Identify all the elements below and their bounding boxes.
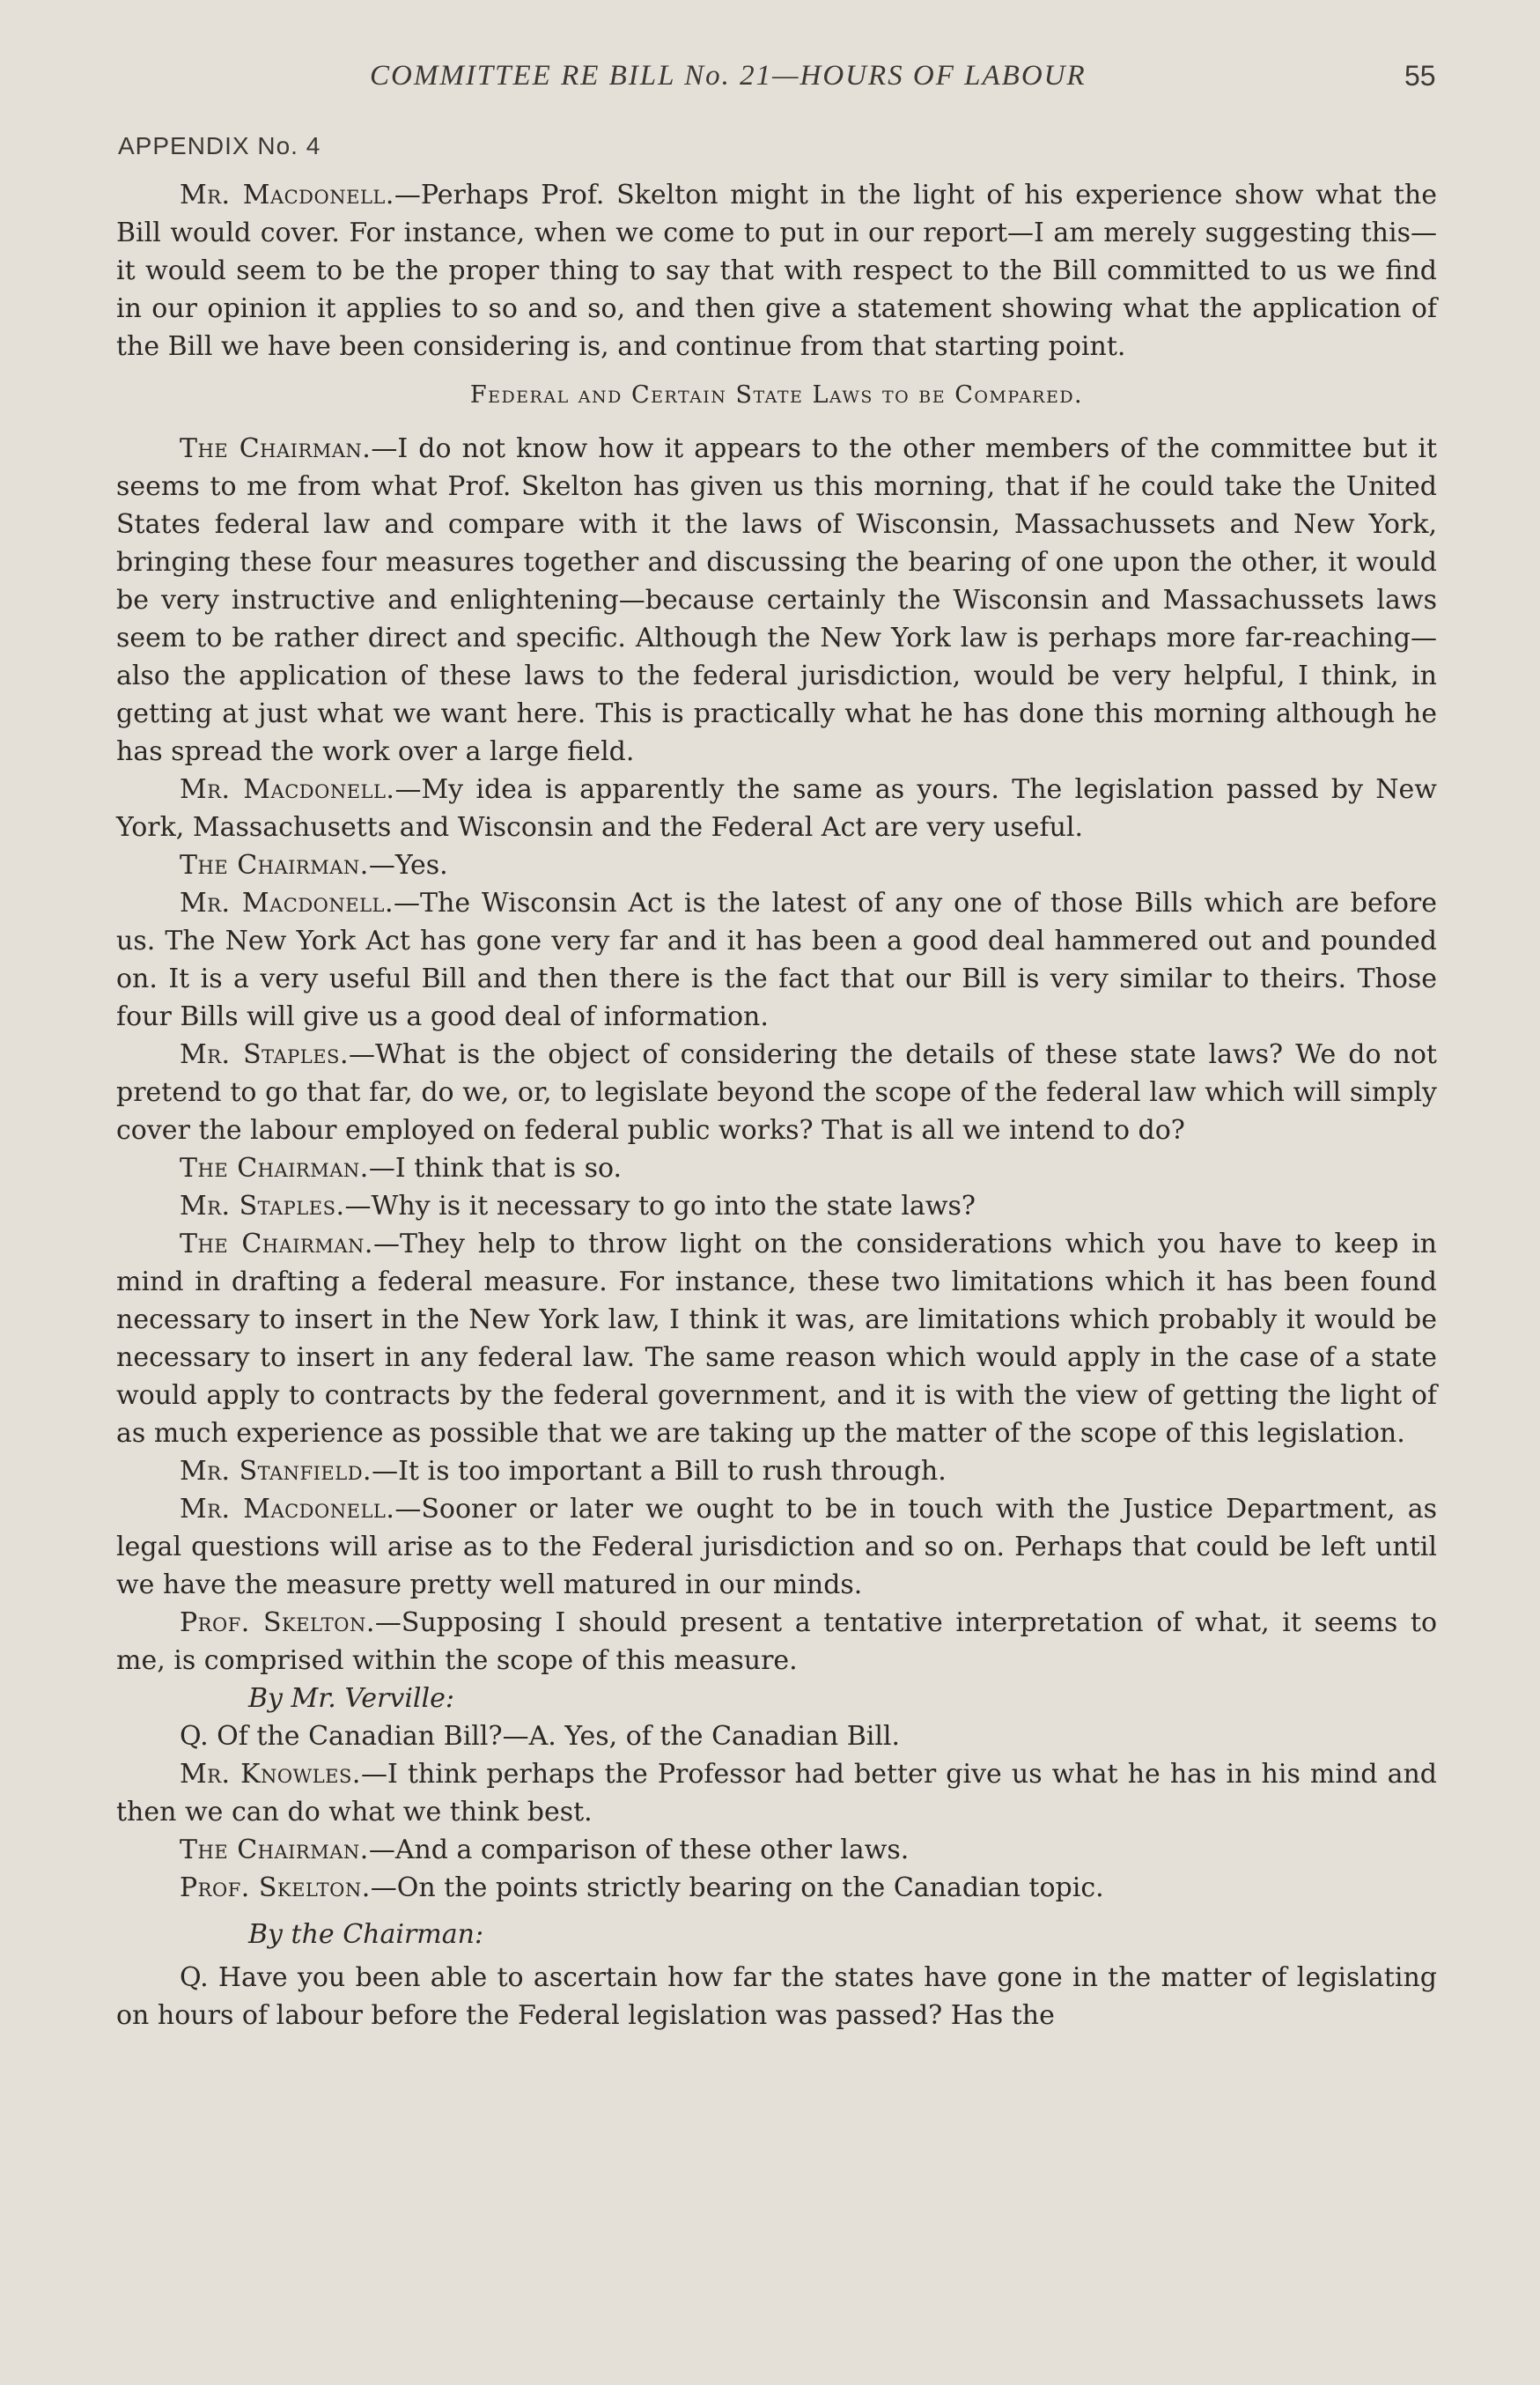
section-heading: Federal and Certain State Laws to be Compared. xyxy=(469,381,1084,409)
paragraph-text: —I think that is so. xyxy=(368,1153,623,1184)
examiner-line: By the Chairman: xyxy=(248,1919,484,1950)
paragraph-text: —I think perhaps the Professor had better give us what he has in his mind and then we can do what we think best. xyxy=(116,1759,1437,1828)
paragraph-text: —They help to throw light on the considerations which you have to keep in mind in drafting a federal measure. For instance, these two limitations which it has been found necessary to insert in the New York law, I think it was, are limitations which probably it would be necessary to insert in any federal law. The same reason which would apply in the case of a state would apply to contracts by the federal government, and it is with the view of getting the light of as much experience as possible that we are taking up the matter of the scope of this legislation. xyxy=(116,1229,1437,1449)
speaker: Prof. Skelton. xyxy=(180,1607,375,1638)
document-body xyxy=(116,176,1437,2034)
paragraph xyxy=(116,1225,1437,1452)
paragraph xyxy=(116,1831,1437,1869)
paragraph xyxy=(116,1490,1437,1604)
page-number: 55 xyxy=(1404,60,1436,92)
examiner-line: By Mr. Verville: xyxy=(248,1683,454,1714)
paragraph-text: —I do not know how it appears to the other members of the committee but it seems to me from what Prof. Skelton has given us this morning, that if he could take the United States federal law and compare with it the laws of Wisconsin, Massachussets and New York, bringing these four measures together and discussing the bearing of one upon the other, it would be very instructive and enlightening—because certainly the Wisconsin and Massachussets laws seem to be rather direct and specific. Although the New York law is perhaps more far-reaching—also the application of these laws to the federal jurisdiction, would be very helpful, I think, in getting at just what we want here. This is practically what he has done this morning although he has spread the work over a large field. xyxy=(116,433,1438,767)
paragraph-text: —Why is it necessary to go into the state laws? xyxy=(344,1191,976,1222)
paragraph xyxy=(116,1717,1437,1755)
paragraph xyxy=(116,1452,1437,1490)
appendix-label: APPENDIX No. 4 xyxy=(118,132,321,159)
paragraph xyxy=(116,846,1437,884)
paragraph xyxy=(116,1869,1437,1907)
paragraph-text: —The Wisconsin Act is the latest of any one of those Bills which are before us. The New York Act has gone very far and it has been a good deal hammered out and pounded on. It is a very useful Bill and then there is the fact that our Bill is very similar to theirs. Those four Bills will give us a good deal of information. xyxy=(116,888,1437,1032)
speaker: Mr. Staples. xyxy=(180,1039,349,1070)
paragraph-text: —On the points strictly bearing on the Canadian topic. xyxy=(370,1872,1104,1903)
speaker: The Chairman. xyxy=(180,1229,373,1259)
paragraph-text: —What is the object of considering the details of these state laws? We do not pretend to go that far, do we, or, to legislate beyond the scope of the federal law which will simply cover the labour employed on federal public works? That is all we intend to do? xyxy=(116,1039,1437,1146)
speaker: Mr. Staples. xyxy=(180,1191,345,1222)
running-title: COMMITTEE RE BILL No. 21—HOURS OF LABOUR xyxy=(370,60,1087,92)
paragraph xyxy=(116,1036,1437,1149)
paragraph xyxy=(116,176,1437,366)
paragraph xyxy=(116,1604,1437,1680)
paragraph-text: —It is too important a Bill to rush through. xyxy=(372,1456,947,1487)
paragraph xyxy=(116,1755,1437,1831)
paragraph-text: —And a comparison of these other laws. xyxy=(368,1835,910,1865)
speaker: Mr. Macdonell. xyxy=(180,774,395,805)
speaker: Mr. Knowles. xyxy=(180,1759,361,1790)
speaker: The Chairman. xyxy=(180,1835,369,1865)
speaker: Mr. Stanfield. xyxy=(180,1456,372,1487)
paragraph xyxy=(116,430,1437,771)
speaker: Mr. Macdonell. xyxy=(180,1494,395,1525)
paragraph xyxy=(116,1187,1437,1225)
paragraph xyxy=(116,1149,1437,1187)
paragraph xyxy=(116,771,1437,846)
page-header xyxy=(0,60,1540,104)
paragraph-text: —Sooner or later we ought to be in touch with the Justice Department, as legal questions will arise as to the Federal jurisdiction and so on. Perhaps that could be left until we have the measure pretty well matured in our minds. xyxy=(116,1494,1437,1600)
paragraph-text: —Perhaps Prof. Skelton might in the light of his experience show what the Bill would cover. For instance, when we come to put in our report—I am merely suggesting this—it would seem to be the proper thing to say that with respect to the Bill committed to us we find in our opinion it applies to so and so, and then give a statement showing what the application of the Bill we have been considering is, and continue from that starting point. xyxy=(116,180,1437,362)
speaker: The Chairman. xyxy=(180,433,372,464)
speaker: The Chairman. xyxy=(180,1153,369,1184)
paragraph-text: Q. Of the Canadian Bill?—A. Yes, of the Canadian Bill. xyxy=(180,1721,901,1752)
speaker: Mr. Macdonell. xyxy=(180,888,394,919)
paragraph-text: —Yes. xyxy=(368,850,448,881)
speaker: Prof. Skelton. xyxy=(180,1872,371,1903)
paragraph: Q. Have you been able to ascertain how far the states have gone in the matter of legislating on hours of labour before the Federal legislation was passed? Has the xyxy=(116,1962,1437,2031)
paragraph xyxy=(116,884,1437,1036)
paragraph-text: —My idea is apparently the same as yours. The legislation passed by New York, Massachusetts and Wisconsin and the Federal Act are very useful. xyxy=(116,774,1437,843)
speaker: Mr. Macdonell. xyxy=(180,180,394,210)
speaker: The Chairman. xyxy=(180,850,369,881)
paragraph-text: —Supposing I should present a tentative interpretation of what, it seems to me, is comprised within the scope of this measure. xyxy=(116,1607,1438,1676)
